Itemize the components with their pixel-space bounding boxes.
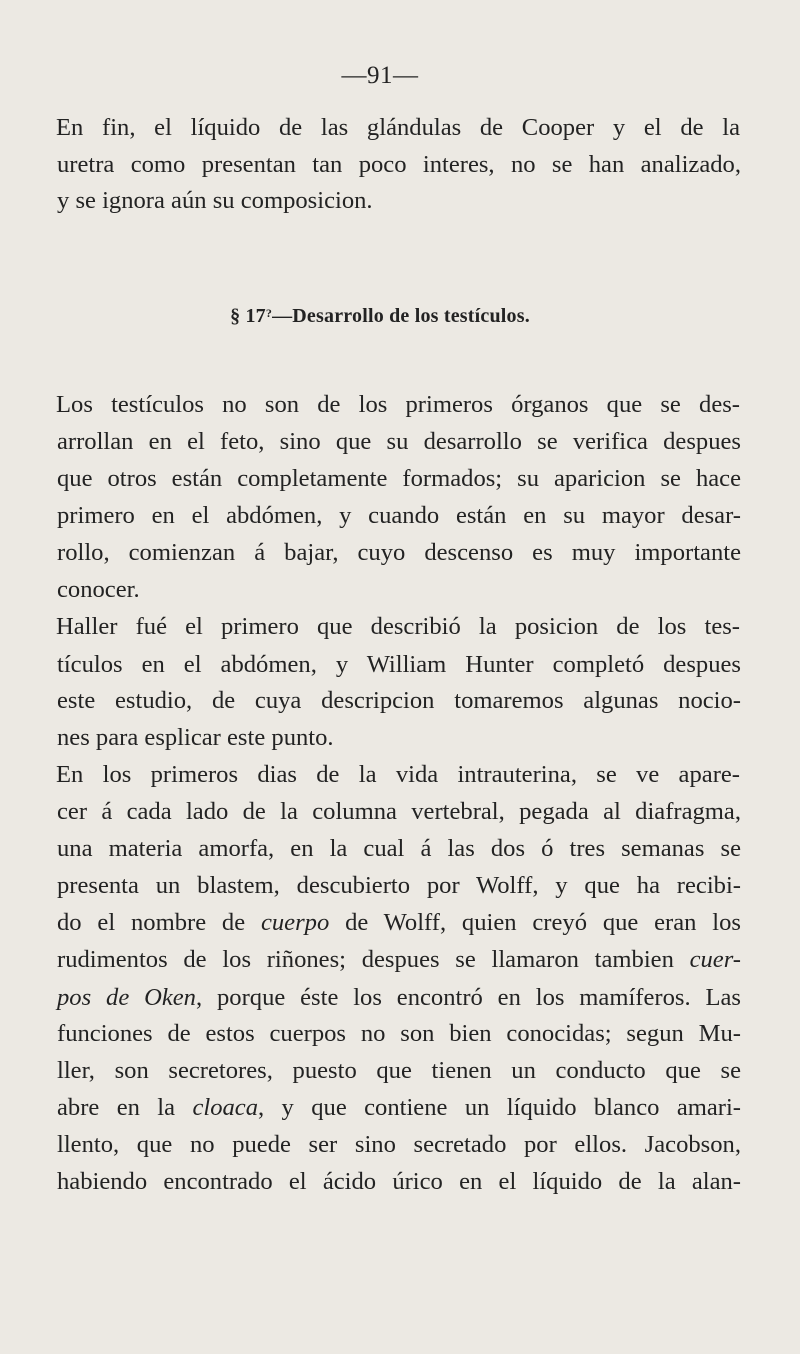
text-line: llento, que no puede ser sino secretado por ellos. Jacobson, bbox=[57, 1131, 741, 1158]
page-number: —91— bbox=[341, 62, 419, 89]
text-span: , y que contiene un líquido blanco amari- bbox=[258, 1094, 741, 1121]
text-line bbox=[57, 1093, 741, 1123]
text-line bbox=[57, 908, 741, 938]
text-line: funciones de estos cuerpos no son bien conocidas; segun Mu- bbox=[57, 1020, 741, 1047]
text-line bbox=[57, 983, 741, 1013]
text-line: y se ignora aún su composicion. bbox=[57, 187, 373, 214]
text-span: abre en la bbox=[57, 1094, 193, 1121]
text-line: En fin, el líquido de las glándulas de Cooper y el de la bbox=[56, 114, 740, 141]
text-line: este estudio, de cuya descripcion tomaremos algunas nocio- bbox=[57, 687, 741, 714]
text-line: Haller fué el primero que describió la posicion de los tes- bbox=[56, 613, 740, 640]
section-heading bbox=[0, 305, 760, 328]
text-line: una materia amorfa, en la cual á las dos ó tres semanas se bbox=[57, 835, 741, 862]
text-span: rudimentos de los riñones; despues se llamaron tambien bbox=[57, 946, 690, 973]
text-span: de Wolff, quien creyó que eran los bbox=[329, 909, 741, 936]
text-line: presenta un blastem, descubierto por Wolff, y que ha recibi- bbox=[57, 872, 741, 899]
section-heading-title: —Desarrollo de los testículos. bbox=[272, 305, 530, 327]
section-heading-prefix: § 17 bbox=[230, 305, 266, 327]
text-line: ller, son secretores, puesto que tienen un conducto que se bbox=[57, 1057, 741, 1084]
text-line: primero en el abdómen, y cuando están en su mayor desar- bbox=[57, 502, 741, 529]
italic-term: pos de Oken bbox=[57, 984, 196, 1011]
text-line bbox=[57, 945, 741, 975]
text-span: , porque éste los encontró en los mamíferos. Las bbox=[195, 984, 741, 1011]
text-line: habiendo encontrado el ácido úrico en el líquido de la alan- bbox=[57, 1168, 741, 1195]
italic-term: cuer- bbox=[689, 946, 741, 973]
text-line: rollo, comienzan á bajar, cuyo descenso es muy importante bbox=[57, 539, 741, 566]
text-line: que otros están completamente formados; su aparicion se hace bbox=[57, 465, 741, 492]
text-line: conocer. bbox=[57, 576, 140, 603]
text-line: tículos en el abdómen, y William Hunter completó despues bbox=[57, 651, 741, 678]
italic-term: cuerpo bbox=[260, 909, 330, 936]
text-line: nes para esplicar este punto. bbox=[57, 724, 334, 751]
text-line: En los primeros dias de la vida intrauterina, se ve apare- bbox=[56, 761, 740, 788]
text-line: arrollan en el feto, sino que su desarrollo se verifica despues bbox=[57, 428, 741, 455]
text-line: Los testículos no son de los primeros órganos que se des- bbox=[56, 391, 740, 418]
section-heading-ordinal: ? bbox=[265, 306, 273, 320]
italic-term: cloaca bbox=[192, 1094, 259, 1121]
text-line: uretra como presentan tan poco interes, no se han analizado, bbox=[57, 151, 741, 178]
text-span: do el nombre de bbox=[57, 909, 261, 936]
text-line: cer á cada lado de la columna vertebral, pegada al diafragma, bbox=[57, 798, 741, 825]
